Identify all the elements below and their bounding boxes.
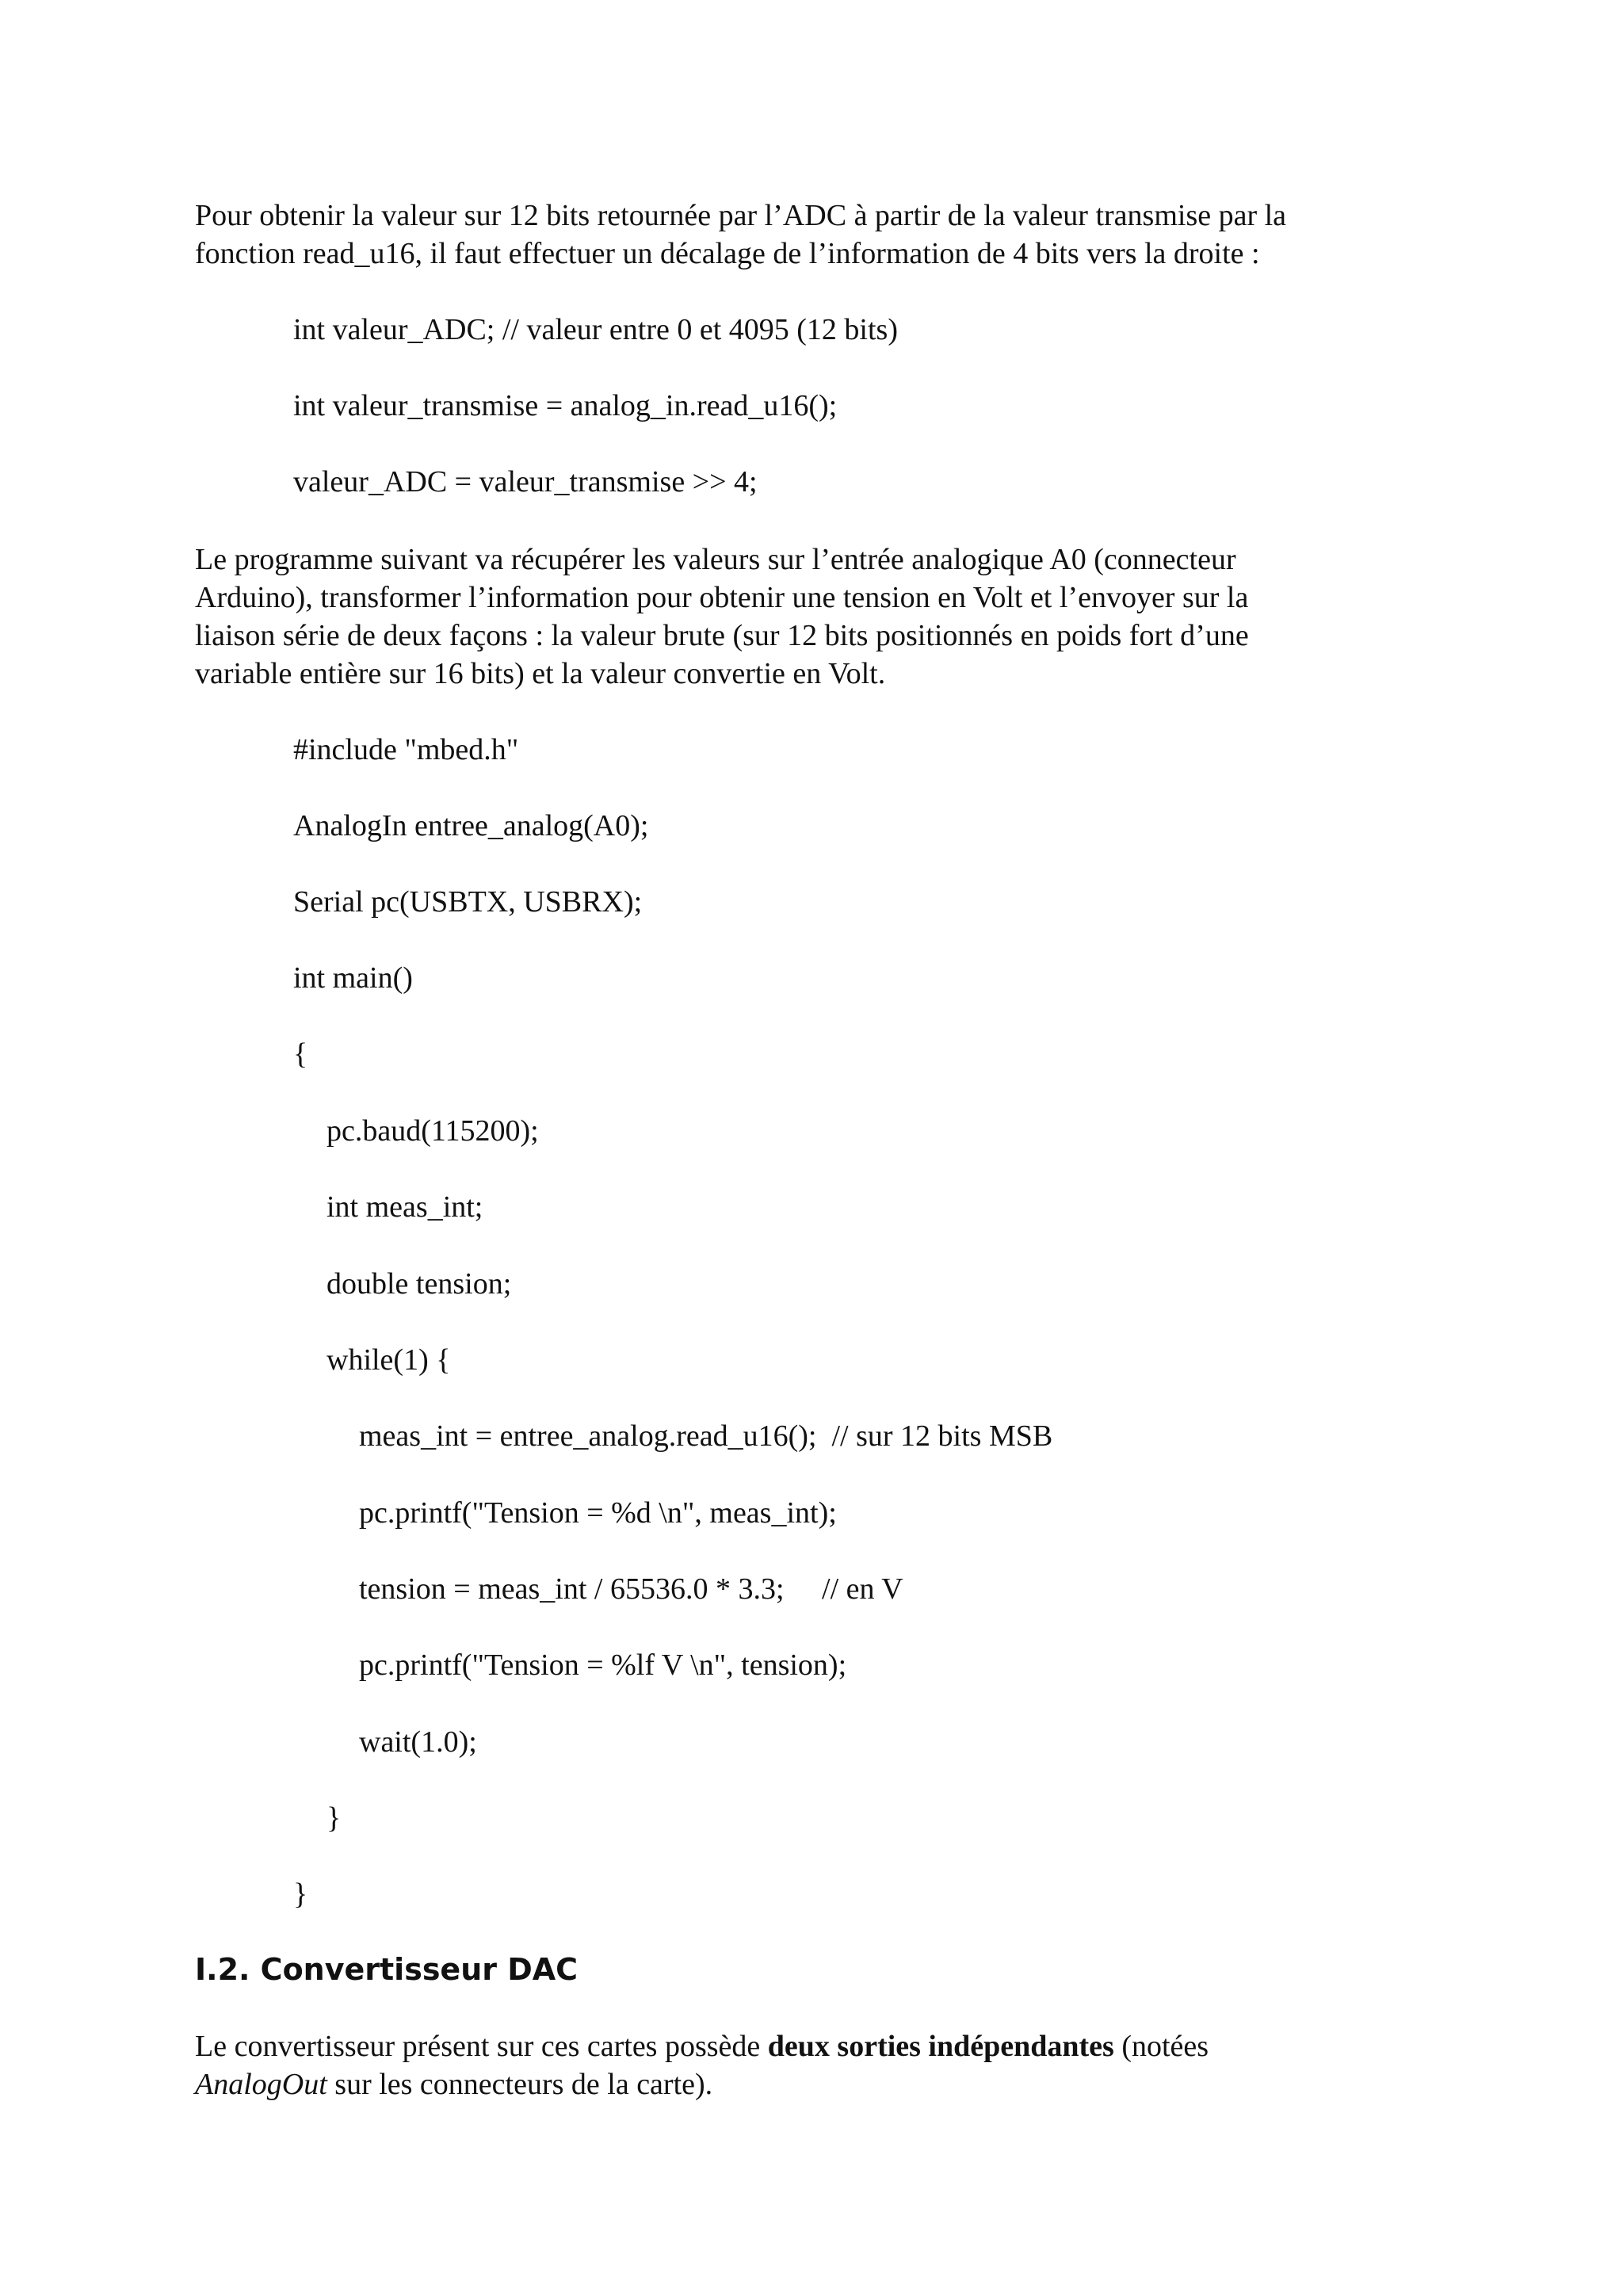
intro-line-1: Pour obtenir la valeur sur 12 bits retournée par l’ADC à partir de la valeur transmise par la: [195, 199, 1287, 232]
intro-line-2: fonction read_u16, il faut effectuer un décalage de l’information de 4 bits vers la droite :: [195, 237, 1260, 270]
program-desc-line-2: Arduino), transformer l’information pour obtenir une tension en Volt et l’envoyer sur la: [195, 581, 1249, 614]
section-text-line-1: [195, 2027, 1431, 2065]
section-text-2-italic: AnalogOut: [195, 2068, 327, 2101]
section-text-1c: (notées: [1113, 2030, 1209, 2063]
section-heading: I.2. Convertisseur DAC: [195, 1952, 579, 1987]
code-line-include: #include "mbed.h": [293, 733, 519, 766]
code-line-wait: wait(1.0);: [359, 1725, 477, 1759]
code-line-printf-tension: pc.printf("Tension = %lf V \n", tension);: [359, 1648, 847, 1682]
code-line-tension-calc: tension = meas_int / 65536.0 * 3.3; // en V: [359, 1572, 903, 1606]
section-text-1a: Le convertisseur présent sur ces cartes possède: [195, 2030, 768, 2063]
snippet-line-1: int valeur_ADC; // valeur entre 0 et 4095 (12 bits): [293, 313, 898, 346]
section-text-2b: sur les connecteurs de la carte).: [327, 2068, 713, 2101]
snippet-line-2: int valeur_transmise = analog_in.read_u16();: [293, 389, 838, 422]
program-desc-line-3: liaison série de deux façons : la valeur brute (sur 12 bits positionnés en poids fort d’une: [195, 619, 1249, 652]
snippet-line-3: valeur_ADC = valeur_transmise >> 4;: [293, 465, 758, 499]
program-desc-line-4: variable entière sur 16 bits) et la valeur convertie en Volt.: [195, 657, 886, 690]
code-line-read: meas_int = entree_analog.read_u16(); // sur 12 bits MSB: [359, 1419, 1053, 1453]
code-line-open-brace: {: [293, 1037, 308, 1071]
code-line-close-main: }: [293, 1878, 308, 1911]
code-line-baud: pc.baud(115200);: [327, 1114, 539, 1148]
program-desc-line-1: Le programme suivant va récupérer les valeurs sur l’entrée analogique A0 (connecteur: [195, 543, 1236, 576]
code-line-close-while: }: [327, 1801, 342, 1835]
code-line-analogin: AnalogIn entree_analog(A0);: [293, 809, 649, 842]
code-line-tension-decl: double tension;: [327, 1267, 512, 1301]
code-line-serial: Serial pc(USBTX, USBRX);: [293, 885, 643, 919]
code-line-main: int main(): [293, 961, 413, 995]
section-text-1-bold: deux sorties indépendantes: [767, 2030, 1114, 2063]
code-line-while: while(1) {: [327, 1343, 451, 1377]
code-line-printf-int: pc.printf("Tension = %d \n", meas_int);: [359, 1496, 837, 1530]
section-text-line-2: [195, 2065, 1431, 2103]
code-line-meas-int: int meas_int;: [327, 1190, 483, 1224]
